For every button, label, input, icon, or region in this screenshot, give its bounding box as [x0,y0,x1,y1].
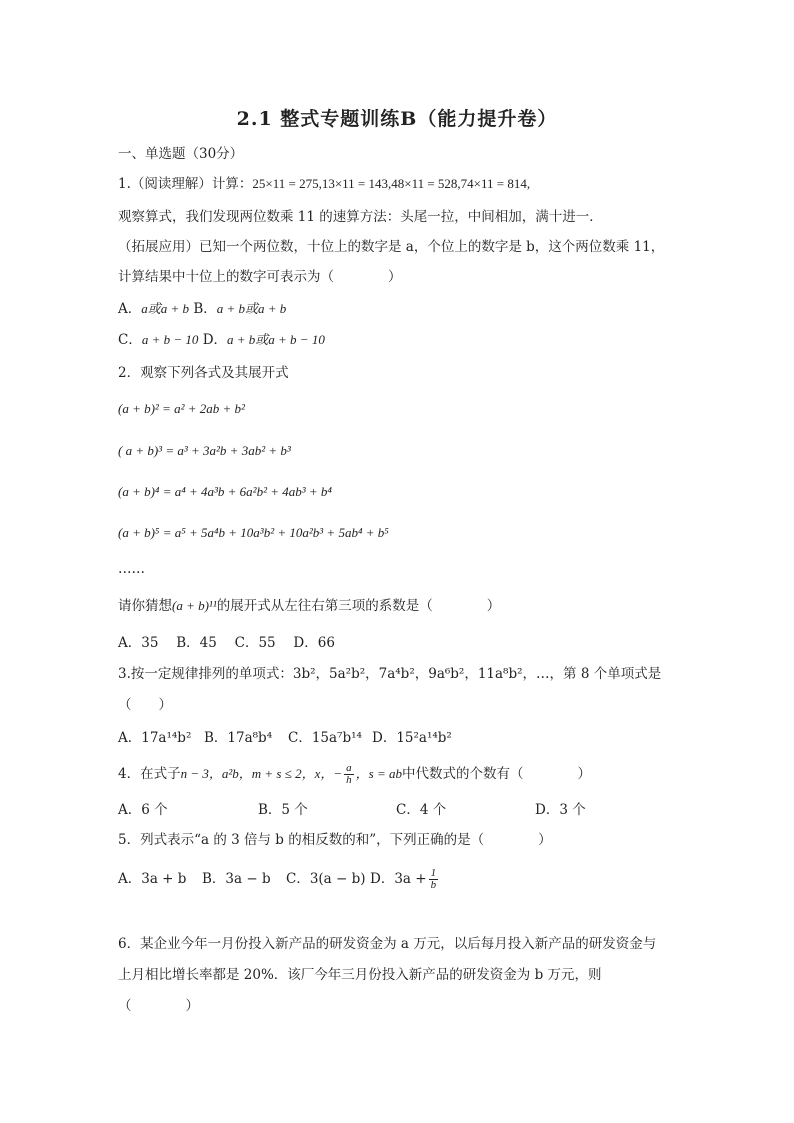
option-d [370,867,440,891]
question-5-options [118,868,440,891]
question-4-last-item: ，s = ab [355,766,403,781]
question-2-ask-expression: (a + b)¹¹ [172,598,217,613]
fraction-numerator: 1 [430,867,437,879]
option-d-prefix: D．3a + [370,871,427,887]
expansion-3: (a + b)⁴ = a⁴ + 4a³b + 6a²b² + 4ab³ + b⁴ [118,484,332,499]
option-c: C．15a⁷b¹⁴ [288,730,362,746]
expansion-2: ( a + b)³ = a³ + 3a²b + 3ab² + b³ [118,443,291,458]
option-c: C．4 个 [396,802,447,818]
option-a-label: A． [118,301,142,317]
expansion-1: (a + b)² = a² + 2ab + b² [118,401,245,416]
question-2-ask-prefix: 请你猜想 [118,598,172,614]
section-heading: 一、单选题（30分） [118,146,244,162]
fraction-denominator: b [430,879,437,891]
option-a: A．17a¹⁴b² [118,730,192,746]
option-a: a或a + b [141,301,190,316]
option-b: B．3a − b [202,871,271,887]
question-1-line-4: 计算结果中十位上的数字可表示为（ ） [118,269,402,285]
question-4-stem [118,763,591,786]
question-3-options [118,729,452,747]
option-b: a + b或a + b [216,301,287,316]
fraction-1-over-b [429,868,439,891]
question-2-ask [118,597,500,615]
option-a: A．6 个 [118,802,168,818]
question-3-paren: （ ） [118,697,172,713]
fraction-sign: − [333,766,343,781]
option-c: a + b − 10 [141,332,199,347]
question-1-calc: 25×11 = 275,13×11 = 143,48×11 = 528,74×11 = 814, [252,176,531,191]
option-c: C．3(a − b) [286,871,366,887]
question-1-label: 1.（阅读理解）计算： [118,176,253,192]
question-6-paren: （ ） [118,998,199,1014]
option-d: a + b或a + b − 10 [227,332,325,347]
question-4-options [118,801,586,819]
question-1-options-cd [118,331,325,349]
question-3-stem: 3.按一定规律排列的单项式：3b²，5a²b²，7a⁴b²，9a⁶b²，11a⁸b²，…，第 8 个单项式是 [118,666,662,682]
fraction-denominator: h [346,774,352,786]
option-d: D．3 个 [535,802,586,818]
question-1-line-2: 观察算式，我们发现两位数乘 11 的速算方法：头尾一拉，中间相加，满十进一． [118,209,603,225]
option-b: B．5 个 [258,802,308,818]
question-1-line-3: （拓展应用）已知一个两位数，十位上的数字是 a，个位上的数字是 b，这个两位数乘 11， [118,239,665,255]
option-c-label: C． [118,332,142,348]
question-1-stem [118,175,530,193]
question-2-options: A．35 B．45 C．55 D．66 [118,635,335,651]
question-2-ask-suffix: 的展开式从左往右第三项的系数是（ ） [216,598,501,614]
question-6-line-1: 6．某企业今年一月份投入新产品的研发资金为 a 万元，以后每月投入新产品的研发资金与 [118,936,657,952]
expansion-4: (a + b)⁵ = a⁵ + 5a⁴b + 10a³b² + 10a²b³ + 5ab⁴ + b⁵ [118,525,389,540]
ellipsis: …… [118,561,145,577]
option-a: A．3a + b [118,871,187,887]
option-d-label: D． [202,332,228,348]
option-b: B．17a⁸b⁴ [204,730,273,746]
question-1-options-ab [118,300,286,318]
page-title: 2.1 整式专题训练B（能力提升卷） [236,108,558,130]
fraction-numerator: a [346,762,352,774]
option-b-label: B． [193,301,217,317]
question-5-stem: 5．列式表示“a 的 3 倍与 b 的相反数的和”，下列正确的是（ ） [118,832,552,848]
option-d: D．15²a¹⁴b² [372,730,452,746]
question-2-stem: 2．观察下列各式及其展开式 [118,365,289,381]
fraction-a-over-h [344,763,354,786]
question-6-line-2: 上月相比增长率都是 20%．该厂今年三月份投入新产品的研发资金为 b 万元，则 [118,967,602,983]
question-4-suffix: 中代数式的个数有（ ） [402,766,592,782]
question-4-prefix: 4．在式子 [118,766,181,782]
question-4-items: n − 3，a²b，m + s ≤ 2，x， [180,766,334,781]
